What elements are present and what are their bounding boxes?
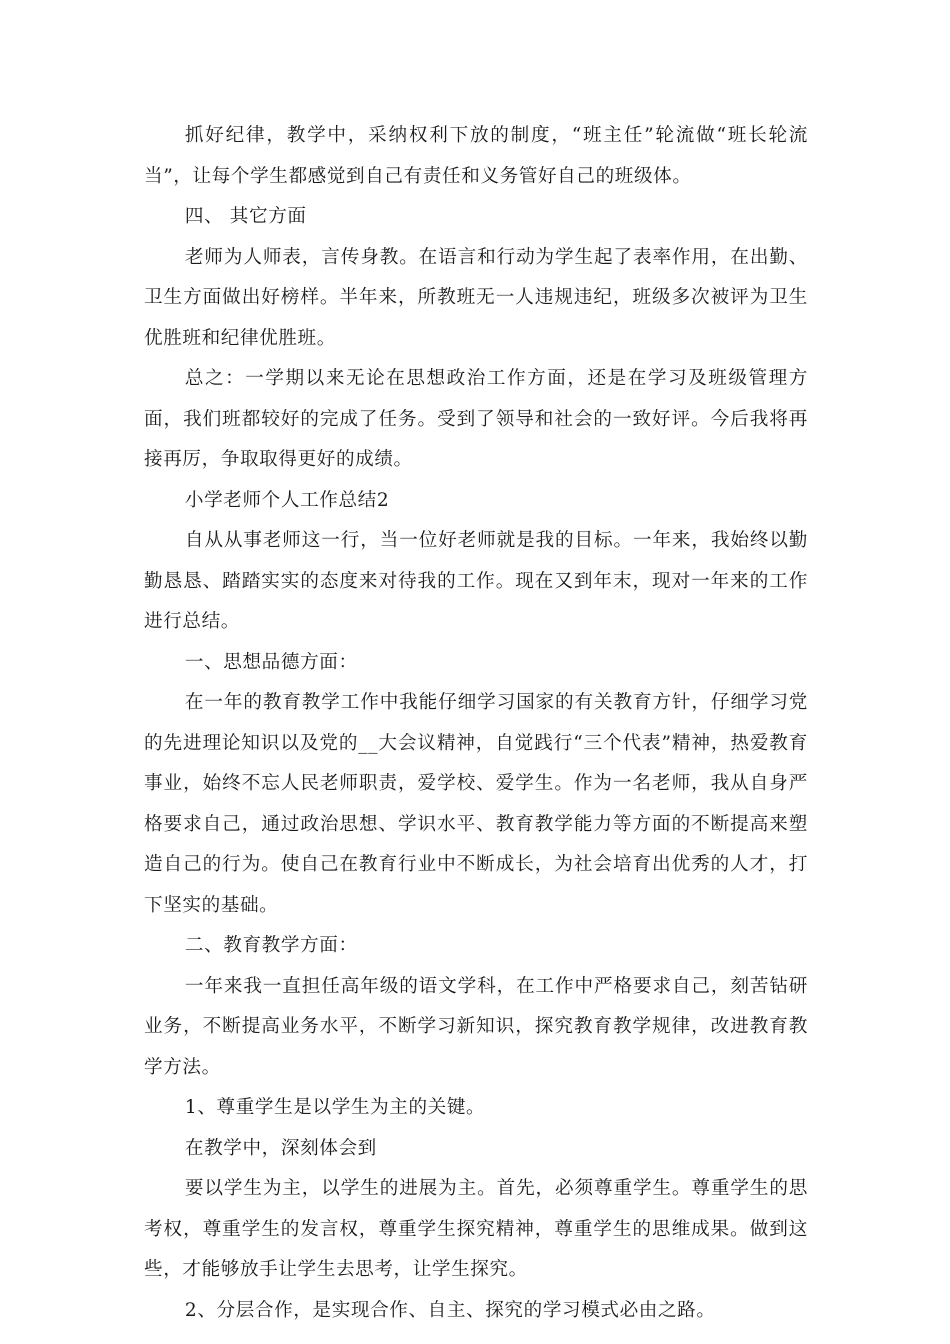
paragraph-lead-in: 在教学中，深刻体会到 xyxy=(184,1137,377,1159)
paragraph-discipline: 抓好纪律，教学中，采纳权利下放的制度，“班主任”轮流做“班长轮流当”，让每个学生都感觉到自己有责任和义务管好自己的班级体。 xyxy=(144,125,808,187)
section-heading-other-aspects: 四、 其它方面 xyxy=(184,206,307,227)
paragraph-introduction: 自从从事老师这一行，当一位好老师就是我的目标。一年来，我始终以勤勤恳恳、踏踏实实的态度来对待我的工作。现在又到年末，现对一年来的工作进行总结。 xyxy=(144,530,808,632)
list-item-cooperation: 2、分层合作，是实现合作、自主、探究的学习模式必由之路。 xyxy=(184,1299,716,1321)
paragraph-role-model: 老师为人师表，言传身教。在语言和行动为学生起了表率作用，在出勤、卫生方面做出好榜样。半年来，所教班无一人违规违纪，班级多次被评为卫生优胜班和纪律优胜班。 xyxy=(144,246,808,349)
paragraph-moral: 在一年的教育教学工作中我能仔细学习国家的有关教育方针，仔细学习党的先进理论知识以及党的__大会议精神，自觉践行“三个代表”精神，热爱教育事业，始终不忘人民老师职责，爱学校、爱学生。作为一名老师，我从自身严格要求自己，通过政治思想、学识水平、教育教学能力等方面的不断提高来塑造自己的行为。使自己在教育行业中不断成长，为社会培育出优秀的人才，打下坚实的基础。 xyxy=(144,692,808,916)
paragraph-teaching: 一年来我一直担任高年级的语文学科，在工作中严格要求自己，刻苦钻研业务，不断提高业务水平，不断学习新知识，探究教育教学规律，改进教育教学方法。 xyxy=(144,975,808,1078)
section-heading-moral: 一、思想品德方面： xyxy=(184,651,358,673)
document-body xyxy=(144,116,808,1331)
document-subtitle: 小学老师个人工作总结2 xyxy=(184,489,390,511)
section-heading-teaching: 二、教育教学方面： xyxy=(184,935,358,956)
paragraph-student-centered: 要以学生为主，以学生的进展为主。首先，必须尊重学生。尊重学生的思考权，尊重学生的发言权，尊重学生探究精神，尊重学生的思维成果。做到这些，才能够放手让学生去思考，让学生探究。 xyxy=(144,1178,808,1280)
list-item-respect: 1、尊重学生是以学生为主的关键。 xyxy=(184,1097,486,1118)
paragraph-summary: 总之：一学期以来无论在思想政治工作方面，还是在学习及班级管理方面，我们班都较好的完成了任务。受到了领导和社会的一致好评。今后我将再接再厉，争取取得更好的成绩。 xyxy=(144,368,808,470)
